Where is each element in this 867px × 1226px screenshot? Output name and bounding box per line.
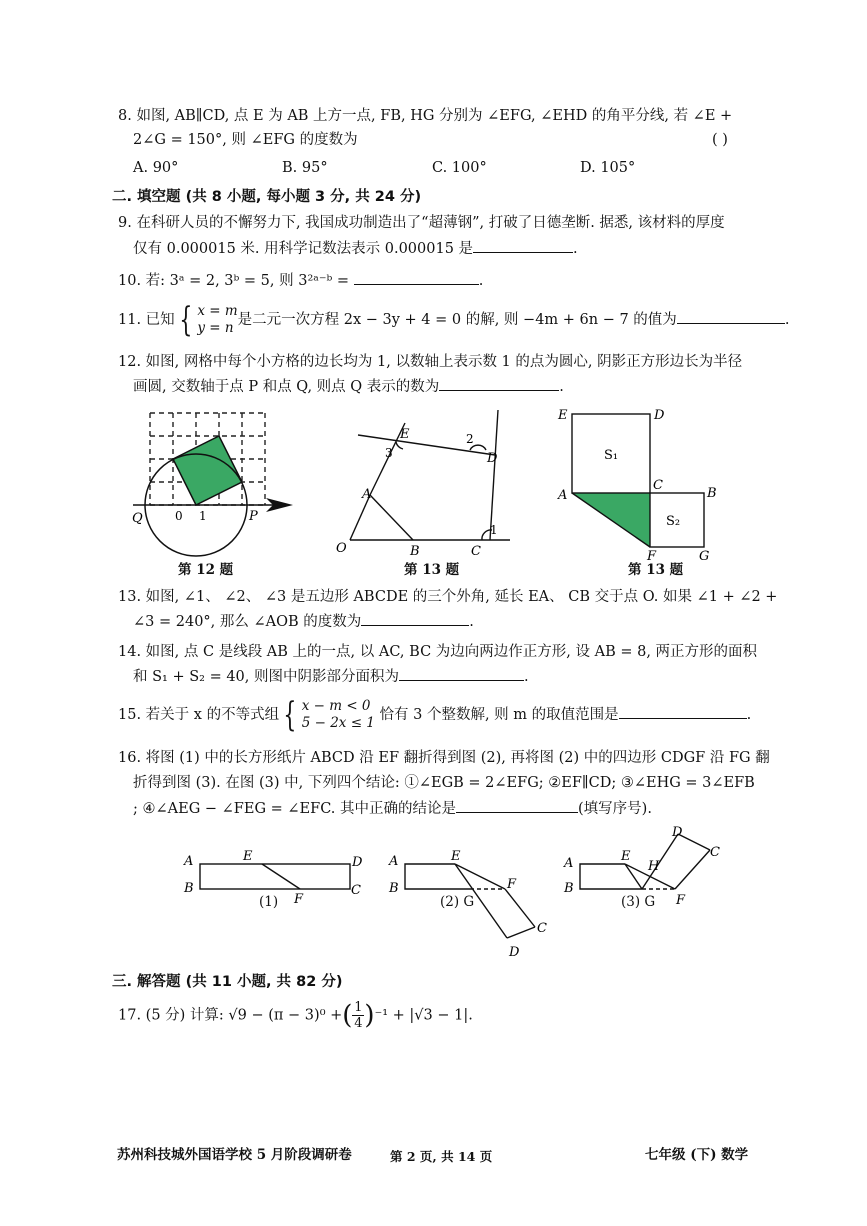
label-b: B	[389, 881, 399, 896]
q15-ineq1: x − m < 0	[301, 698, 371, 714]
figure-16-panel-2-caption: (2) G	[440, 894, 475, 910]
label-c: C	[653, 478, 663, 493]
q12-answer-blank	[439, 376, 559, 391]
label-c: C	[537, 921, 547, 936]
label-c: C	[351, 883, 361, 898]
q8-option-d: D. 105°	[580, 160, 636, 176]
q11-answer-blank	[677, 309, 785, 324]
label-e: E	[451, 849, 461, 864]
label-e: E	[558, 408, 568, 423]
figure-12	[128, 405, 298, 565]
figure-16-panel-3-caption: (3) G	[621, 894, 656, 910]
q15-ineq2: 5 − 2x ≤ 1	[301, 715, 375, 731]
label-e: E	[243, 849, 253, 864]
q12-line2: 画圆, 交数轴于点 P 和点 Q, 则点 Q 表示的数为 .	[133, 376, 564, 397]
label-a: A	[184, 854, 194, 869]
q14-line2: 和 S₁ + S₂ = 40, 则图中阴影部分面积为 .	[133, 666, 529, 687]
q15-line: 15. 若关于 x 的不等式组 { x − m < 0 5 − 2x ≤ 1 恰有 3 个整数解, 则 m 的取值范围是 .	[118, 695, 752, 735]
section-3-heading: 三. 解答题 (共 11 小题, 共 82 分)	[112, 974, 343, 990]
q11-eq2: y = n	[197, 320, 234, 336]
label-s2: S₂	[666, 514, 681, 529]
label-angle-3: 3	[385, 446, 393, 460]
q9-answer-blank	[473, 238, 573, 253]
section-2-heading: 二. 填空题 (共 8 小题, 每小题 3 分, 共 24 分)	[112, 189, 422, 205]
label-o: O	[336, 541, 347, 556]
q8-option-c: C. 100°	[432, 160, 487, 176]
figure-14-caption: 第 13 题	[628, 562, 684, 578]
q14-answer-blank	[399, 666, 524, 681]
label-d: D	[654, 408, 665, 423]
label-d: D	[672, 825, 683, 840]
q8-option-a: A. 90°	[133, 160, 179, 176]
label-b: B	[564, 881, 574, 896]
q8-option-b: B. 95°	[282, 160, 328, 176]
label-b: B	[410, 544, 420, 559]
label-f: F	[676, 893, 686, 908]
q17-frac-numerator: 1	[354, 1000, 363, 1015]
q16-line1: 16. 将图 (1) 中的长方形纸片 ABCD 沿 EF 翻折得到图 (2), 再将图 (2) 中的四边形 CDGF 沿 FG 翻	[118, 750, 770, 766]
q16-line2: 折得到图 (3). 在图 (3) 中, 下列四个结论: ①∠EGB = 2∠EFG; ②EF∥CD; ③∠EHG = 3∠EFB	[133, 775, 755, 791]
q11-line: 11. 已知 { x = m y = n 是二元一次方程 2x − 3y + 4 = 0 的解, 则 −4m + 6n − 7 的值为 .	[118, 300, 790, 340]
q14-line1: 14. 如图, 点 C 是线段 AB 上的一点, 以 AC, BC 为边向两边作正方形, 设 AB = 8, 两正方形的面积	[118, 644, 758, 660]
q17-frac-denominator: 4	[354, 1016, 363, 1031]
footer-page-number: 第 2 页, 共 14 页	[390, 1149, 493, 1164]
figure-12-caption: 第 12 题	[178, 562, 234, 578]
label-a: A	[362, 487, 372, 502]
figure-16-panel-1-caption: (1)	[259, 894, 279, 910]
shaded-square	[173, 436, 242, 505]
label-b: B	[184, 881, 194, 896]
label-d: D	[487, 451, 498, 466]
q13-answer-blank	[361, 611, 469, 626]
label-b: B	[707, 486, 717, 501]
label-p: P	[249, 509, 258, 524]
q10-line: 10. 若: 3ᵃ = 2, 3ᵇ = 5, 则 3²ᵃ⁻ᵇ = .	[118, 270, 483, 291]
label-angle-1: 1	[490, 523, 498, 537]
label-e: E	[621, 849, 631, 864]
q9-line2: 仅有 0.000015 米. 用科学记数法表示 0.000015 是 .	[133, 238, 578, 259]
figure-13	[330, 405, 520, 565]
label-d: D	[509, 945, 520, 960]
footer-school: 苏州科技城外国语学校 5 月阶段调研卷	[117, 1147, 352, 1163]
figure-14	[552, 402, 722, 562]
q15-answer-blank	[619, 704, 747, 719]
label-a: A	[558, 488, 568, 503]
q8-line2: 2∠G = 150°, 则 ∠EFG 的度数为	[133, 132, 358, 148]
label-1: 1	[199, 509, 207, 523]
label-angle-2: 2	[466, 432, 474, 446]
q11-eq1: x = m	[197, 303, 238, 319]
q8-line1: 8. 如图, AB∥CD, 点 E 为 AB 上方一点, FB, HG 分别为 ∠EFG, ∠EHD 的角平分线, 若 ∠E +	[118, 108, 733, 124]
label-a: A	[564, 856, 574, 871]
label-h: H	[648, 859, 660, 874]
label-d: D	[352, 855, 363, 870]
q8-answer-paren: ( )	[712, 132, 728, 148]
q13-line1: 13. 如图, ∠1、 ∠2、 ∠3 是五边形 ABCDE 的三个外角, 延长 EA、 CB 交于点 O. 如果 ∠1 + ∠2 +	[118, 589, 778, 605]
q16-line3: ; ④∠AEG − ∠FEG = ∠EFC. 其中正确的结论是 (填写序号).	[133, 798, 652, 819]
label-c: C	[710, 845, 720, 860]
label-q: Q	[132, 511, 143, 526]
label-g: G	[699, 549, 710, 564]
q13-line2: ∠3 = 240°, 那么 ∠AOB 的度数为 .	[133, 611, 474, 632]
label-0: 0	[175, 509, 183, 523]
q12-line1: 12. 如图, 网格中每个小方格的边长均为 1, 以数轴上表示数 1 的点为圆心, 阴影正方形边长为半径	[118, 354, 743, 370]
label-e: E	[400, 427, 410, 442]
footer-grade-subject: 七年级 (下) 数学	[645, 1147, 749, 1163]
label-f: F	[507, 877, 517, 892]
q10-answer-blank	[354, 270, 479, 285]
label-a: A	[389, 854, 399, 869]
q16-answer-blank	[456, 798, 578, 813]
label-f: F	[647, 549, 657, 564]
label-f: F	[294, 892, 304, 907]
q17-line: 17. (5 分) 计算: √9 − (π − 3)⁰ +( $\frac{1}{4}$ )⁻¹ + |√3 − 1|.	[118, 1000, 473, 1031]
q9-line1: 9. 在科研人员的不懈努力下, 我国成功制造出了“超薄钢”, 打破了日德垄断. 据悉, 该材料的厚度	[118, 215, 725, 231]
label-s1: S₁	[604, 448, 619, 463]
figure-13-caption: 第 13 题	[404, 562, 460, 578]
label-c: C	[471, 544, 481, 559]
